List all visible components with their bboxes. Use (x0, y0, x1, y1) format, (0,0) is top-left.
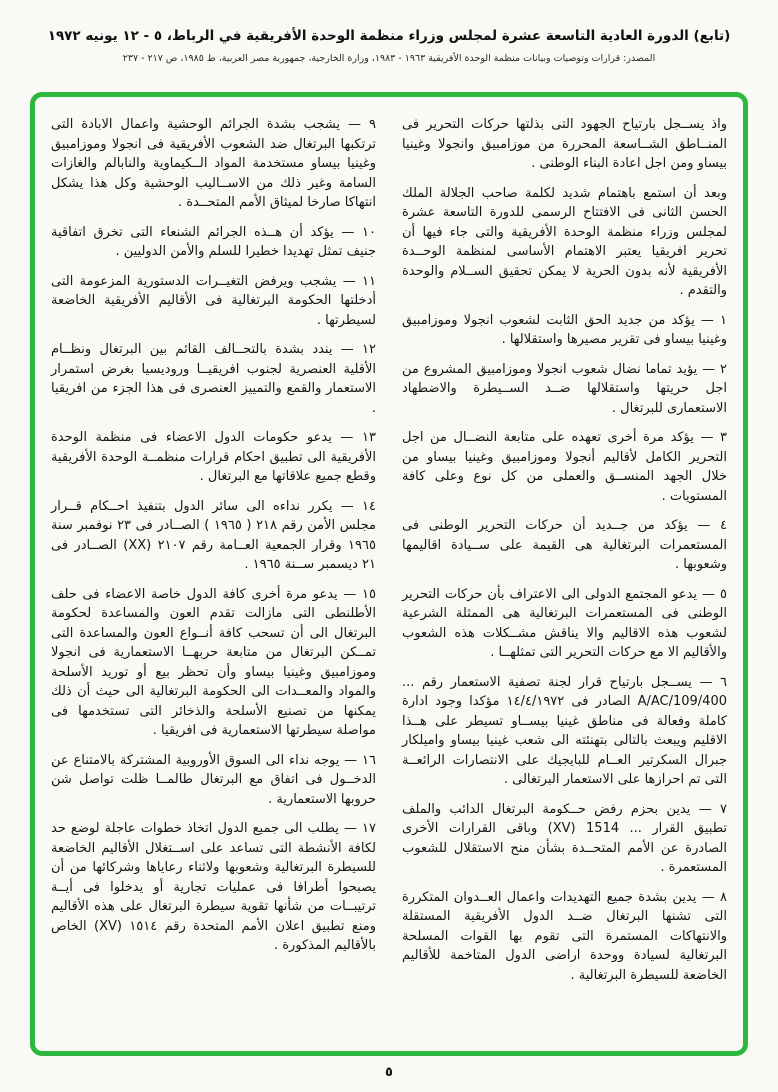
paragraph: ٩ — يشجب بشدة الجرائم الوحشية واعمال الابادة التى ترتكبها البرتغال ضد الشعوب الأفريقية فى انجولا وموزامبيق وغينيا بيساو مستخدمة المواد الــكيماوية والنابالم والغازات السامة وغير ذلك من الاســاليب الوحشية وكل هذا يشكل انتهاكا صارخا لميثاق الأمم المتحــدة . (51, 117, 376, 210)
document-frame (30, 92, 748, 1056)
paragraph: ١ — يؤكد من جديد الحق الثابت لشعوب انجولا وموزامبيق وغينيا بيساو فى تقرير مصيرها واستقلالها . (402, 312, 727, 347)
paragraph: ١١ — يشجب ويرفض التغيــرات الدستورية المزعومة التى أدخلتها الحكومة البرتغالية فى الأقاليم الأفريقية الخاضعة لسيطرتها . (51, 273, 376, 328)
paragraph: ٣ — يؤكد مرة أخرى تعهده على متابعة النضــال من اجل التحرير الكامل لأقاليم أنجولا وموزامبيق وغينيا بيساو من خلال الجهد المنســق والعملى من كل نوع وعلى كافة المستويات . (402, 430, 727, 504)
paragraph: ٤ — يؤكد من جــديد أن حركات التحرير الوطنى فى المستعمرات البرتغالية هى القيمة على ســيادة اقاليمها وشعوبها . (402, 518, 727, 572)
paragraph: ١٢ — يندد بشدة بالتحــالف القائم بين البرتغال ونظــام الأقلية العنصرية لجنوب افريقيــا وروديسيا بغرض استمرار الاستعمار والقمع والتمييز العنصرى فى هذا الجزء من افريقيا . (51, 342, 376, 416)
source-citation: المصدر: قرارات وتوصيات وبيانات منظمة الوحدة الأفريقية ١٩٦٣ - ١٩٨٣، وزارة الخارجية، جمهورية مصر العربية، ط ١٩٨٥، ص ٢١٧ - ٢٣٧ (122, 53, 656, 64)
left-column (51, 115, 376, 1033)
page-number: ٥ (385, 1065, 393, 1080)
document-header: (تابع) الدورة العادية التاسعة عشرة لمجلس وزراء منظمة الوحدة الأفريقية في الرباط، ٥ - ١٢ يونيه ١٩٧٢ (47, 28, 731, 44)
paragraph: وبعد أن استمع باهتمام شديد لكلمة صاحب الجلالة الملك الحسن الثانى فى الافتتاح الرسمى للدورة التاسعة عشرة لمجلس وزراء منظمة الوحدة الأفريقية والتى جاء فيها أن تحرير افريقيا يعتبر الاهتمام الأساسى لمنظمة الوحــدة الأفريقية لأنه بدون الحرية لا يمكن تحقيق الســلام والوحدة والتقدم . (402, 185, 727, 298)
paragraph: ٧ — يدين بحزم رفض حــكومة البرتغال الدائب والملف تطبيق القرار ... 1514 (XV) وباقى القرارات الأخرى الصادرة عن الأمم المتحــدة بشأن منح الاستقلال للشعوب المستعمرة . (402, 801, 727, 875)
paragraph: ٦ — يســجل بارتياح قرار لجنة تصفية الاستعمار رقم ... A/AC/109/400 الصادر فى ١٤/٤/١٩٧٢ مؤكدا وجود ادارة كاملة وفعالة فى مناطق غينيا بيســاو تسيطر على هــذا الاقليم ويبعث بالتالى بتهنئته الى شعب غينيا بيساو واميلكار جبرال السكرتير العــام للبايجيك على الانتصارات الرائعــة التى تم احرازها على الاستعمار البرتغالى . (402, 674, 727, 787)
right-column (402, 115, 727, 1033)
paragraph: ١٥ — يدعو مرة أخرى كافة الدول خاصة الاعضاء فى حلف الأطلنطى التى مازالت تقدم العون والمساعدة لحكومة البرتغال الى أن تسحب كافة أنــواع العون والمساعدة التى تمــكن البرتغال من متابعة حربهــا الاستعمارية فى انجولا وموزامبيق وغينيا بيساو وأن تحظر بيع أو توريد الأسلحة والمواد والمعــدات الى الحكومة البرتغالية الى حيث أن ذلك يمكنها من تصنيع الأسلحة والذخائر التى تستخدمها فى مواصلة سيطرتها الاستعمارية فى افريقيا . (51, 586, 376, 738)
paragraph: ١٣ — يدعو حكومات الدول الاعضاء فى منظمة الوحدة الأفريقية الى تطبيق احكام قرارات منظمــة الوحدة الأفريقية وقطع جميع علاقاتها مع البرتغال . (51, 430, 376, 484)
paragraph: ١٧ — يطلب الى جميع الدول اتخاذ خطوات عاجلة لوضع حد لكافة الأنشطة التى تساعد على اســتغلال الأقاليم الخاضعة للسيطرة البرتغالية وشعوبها ولاثناء رعاياها وشركائها من أن يصبحوا أطرافا فى عمليات تجارية أو يدخلوا فى أيــة ترتيبــات من شأنها تقوية سيطرة البرتغال على هذه الأقاليم ومنع تطبيق اعلان الأمم المتحدة رقم ١٥١٤ (XV) الخاص بالأقاليم المذكورة . (51, 821, 376, 953)
paragraph: ١٦ — يوجه نداء الى السوق الأوروبية المشتركة بالامتناع عن الدخــول فى اتفاق مع البرتغال طالمــا ظلت تواصل شن حروبها الاستعمارية . (51, 752, 376, 807)
paragraph: ٨ — يدين بشدة جميع التهديدات واعمال العــدوان المتكررة التى تشنها البرتغال ضــد الدول الأفريقية المستقلة والانتهاكات المستمرة التى تقوم بها القوات المسلحة البرتغالية لسيادة ووحدة اراضى الدول المتاخمة للأقاليم الخاضعة للسيطرة البرتغالية . (402, 889, 727, 983)
paragraph: ٥ — يدعو المجتمع الدولى الى الاعتراف بأن حركات التحرير الوطنى فى المستعمرات البرتغالية هى الممثلة الشرعية لشعوب هذه الاقاليم والا يناقش مشــكلات هذه الشعوب والأقاليم الا مع حركات التحرير التى تمثلهــا . (402, 586, 727, 660)
paragraph: ٢ — يؤيد تماما نضال شعوب انجولا وموزامبيق المشروع من اجل حريتها واستقلالها ضــد الســيطرة والاضطهاد الاستعمارى للبرتغال . (402, 361, 727, 416)
text-columns (51, 115, 727, 1033)
paragraph: واذ يســجل بارتياح الجهود التى بذلتها حركات التحرير فى المنــاطق الشــاسعة المحررة من موزامبيق وانجولا وغينيا بيساو ومن اجل اعادة البناء الوطنى . (402, 117, 727, 171)
paragraph: ١٠ — يؤكد أن هــذه الجرائم الشنعاء التى تخرق اتفاقية جنيف تمثل تهديدا خطيرا للسلم والأمن الدوليين . (51, 224, 376, 259)
paragraph: ١٤ — يكرر نداءه الى سائر الدول بتنفيذ احــكام قــرار مجلس الأمن رقم ٢١٨ ( ١٩٦٥ ) الصــادر فى ٢٣ نوفمبر سنة ١٩٦٥ وقرار الجمعية العــامة رقم ٢١٠٧ (XX) الصــادر فى ٢١ ديسمبر ســنة ١٩٦٥ . (51, 498, 376, 572)
